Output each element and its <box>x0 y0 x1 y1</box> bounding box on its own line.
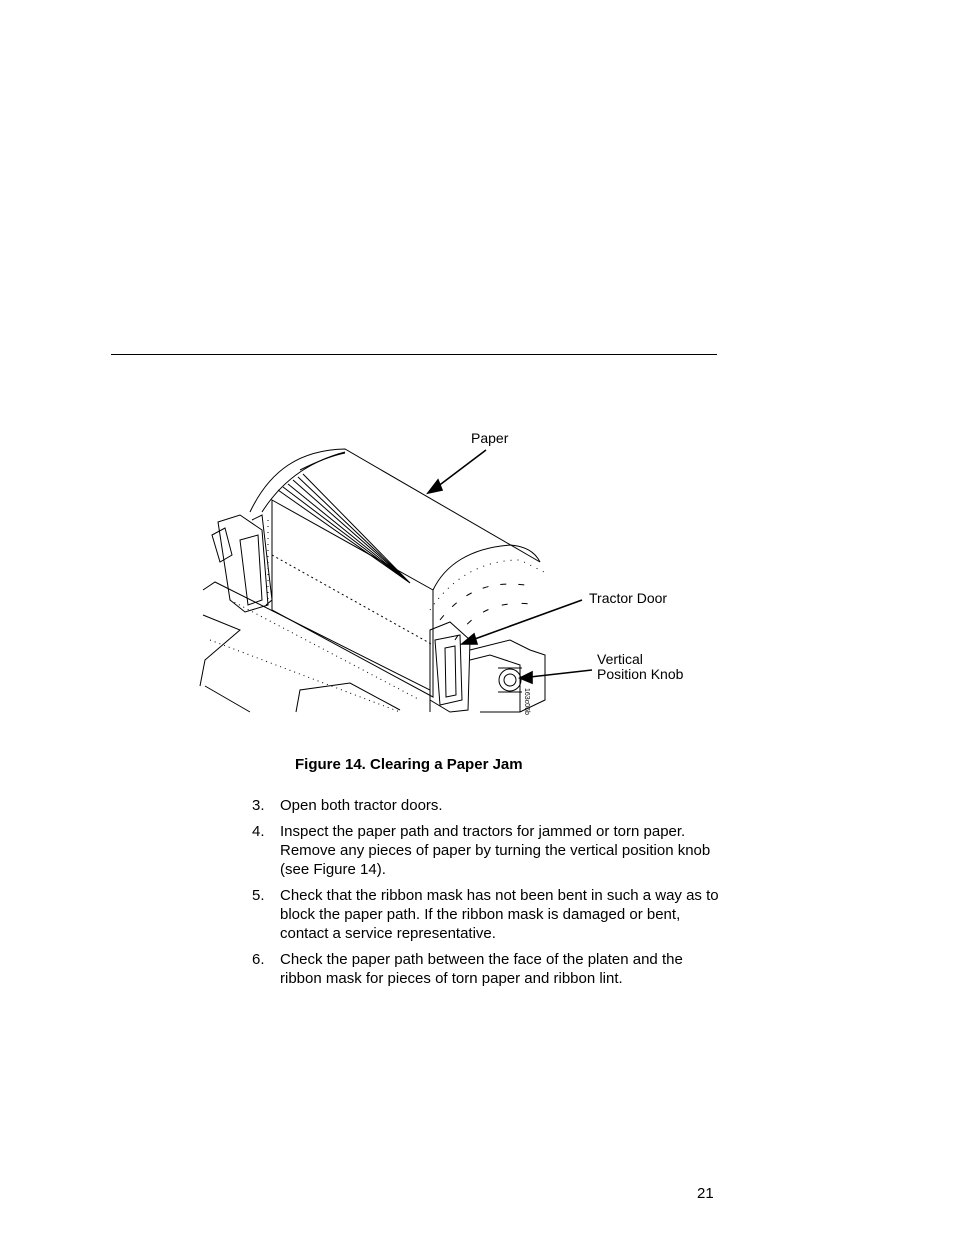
figure-code: 163c06b <box>523 688 530 715</box>
paper-sheet <box>272 500 433 697</box>
figure-caption: Figure 14. Clearing a Paper Jam <box>295 756 523 773</box>
list-item <box>252 886 722 943</box>
step-text: Inspect the paper path and tractors for jammed or torn paper. Remove any pieces of paper by turning the vertical position knob (see Figure 14). <box>280 823 711 878</box>
page-number: 21 <box>697 1185 714 1202</box>
tractor-door-leader <box>472 600 582 640</box>
step-number: 5. <box>252 887 265 904</box>
list-item <box>252 796 722 815</box>
label-vertical: Vertical <box>597 651 643 667</box>
step-number: 6. <box>252 951 265 968</box>
steps-list <box>252 796 722 995</box>
position-knob <box>499 669 521 691</box>
label-tractor-door: Tractor Door <box>589 590 668 606</box>
list-item <box>252 950 722 988</box>
step-number: 3. <box>252 797 265 814</box>
printer-base-edge <box>210 600 420 712</box>
label-position-knob: Position Knob <box>597 666 684 682</box>
knob-leader <box>530 670 592 677</box>
step-text: Open both tractor doors. <box>280 797 443 814</box>
paper-roll <box>250 449 540 562</box>
list-item <box>252 822 722 879</box>
step-text: Check the paper path between the face of the platen and the ribbon mask for pieces of torn paper and ribbon lint. <box>280 951 683 987</box>
right-tractor-door <box>430 622 470 712</box>
step-number: 4. <box>252 823 265 840</box>
printer-base <box>200 582 430 712</box>
step-text: Check that the ribbon mask has not been bent in such a way as to block the paper path. If the ribbon mask is damaged or bent, contact a service representative. <box>280 887 719 942</box>
paper-right-edge <box>433 545 540 590</box>
label-paper: Paper <box>471 430 509 446</box>
paper-leader <box>437 450 486 487</box>
